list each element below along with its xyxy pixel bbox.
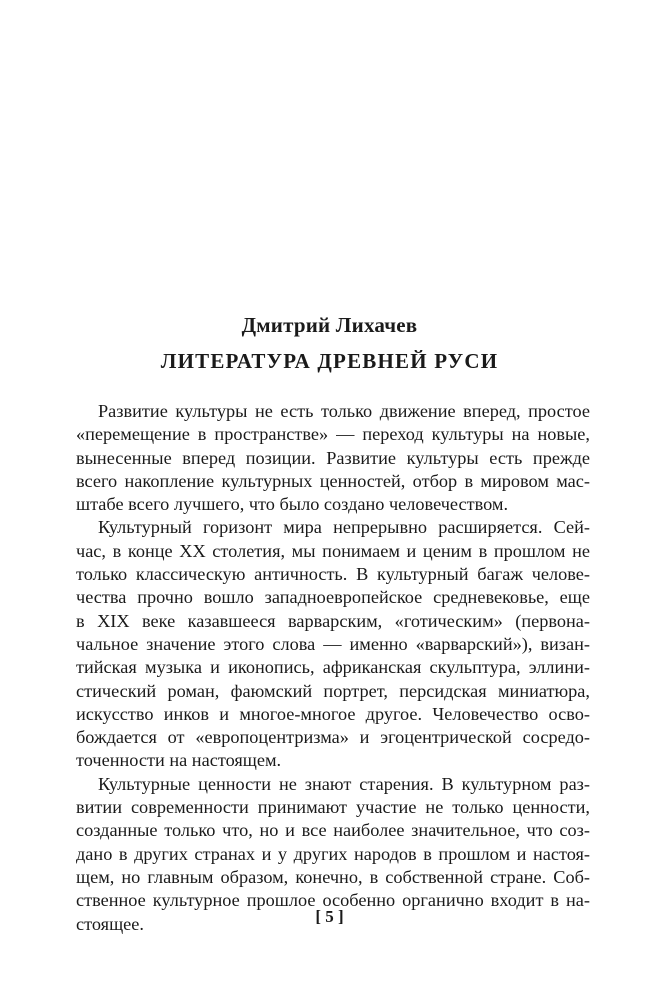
text-line: штабе всего лучшего, что было создано человечеством. — [76, 494, 509, 515]
text-line: «перемещение в пространстве» — переход культуры на новые, — [76, 424, 590, 445]
body-text — [76, 400, 590, 936]
text-line: точенности на настоящем. — [76, 750, 282, 771]
text-line: Культурные ценности не знают старения. В культурном раз- — [98, 773, 590, 794]
text-line: стоящее. — [76, 913, 144, 934]
text-line: щем, но главным образом, конечно, в собственной стране. Соб- — [76, 866, 590, 887]
text-line: бождается от «европоцентризма» и эгоцентрической сосредо- — [76, 727, 590, 748]
text-line: Развитие культуры не есть только движение вперед, простое — [98, 401, 590, 421]
page-number: [ 5 ] — [315, 907, 344, 926]
text-line: стический роман, фаюмский портрет, персидская миниатюра, — [76, 680, 590, 701]
text-line: вынесенные вперед позиции. Развитие культуры есть прежде — [76, 447, 590, 468]
text-line: искусство инков и многое-многое другое. Человечество осво- — [76, 703, 590, 724]
text-line: только классическую античность. В культурный багаж челове- — [76, 564, 590, 585]
text-line: час, в конце XX столетия, мы понимаем и ценим в прошлом не — [76, 540, 590, 561]
text-line: витии современности принимают участие не только ценности, — [76, 797, 590, 818]
text-line: ственное культурное прошлое особенно органично входит в на- — [76, 890, 590, 911]
text-line: Культурный горизонт мира непрерывно расширяется. Сей- — [98, 517, 590, 538]
text-line: всего накопление культурных ценностей, отбор в мировом мас- — [76, 470, 590, 491]
author-name: Дмитрий Лихачев — [241, 313, 418, 337]
text-line: тийская музыка и иконопись, африканская скульптура, эллини- — [76, 657, 590, 678]
chapter-title: ЛИТЕРАТУРА ДРЕВНЕЙ РУСИ — [160, 349, 499, 373]
text-line: дано в других странах и у других народов в прошлом и настоя- — [76, 843, 590, 864]
text-line: в XIX веке казавшееся варварским, «готическим» (первона- — [76, 610, 590, 631]
text-line: созданные только что, но и все наиболее значительное, что соз- — [76, 820, 590, 841]
text-line: чальное значение этого слова — именно «варварский»), визан- — [76, 633, 590, 654]
text-line: чества прочно вошло западноевропейское средневековье, еще — [76, 587, 590, 608]
